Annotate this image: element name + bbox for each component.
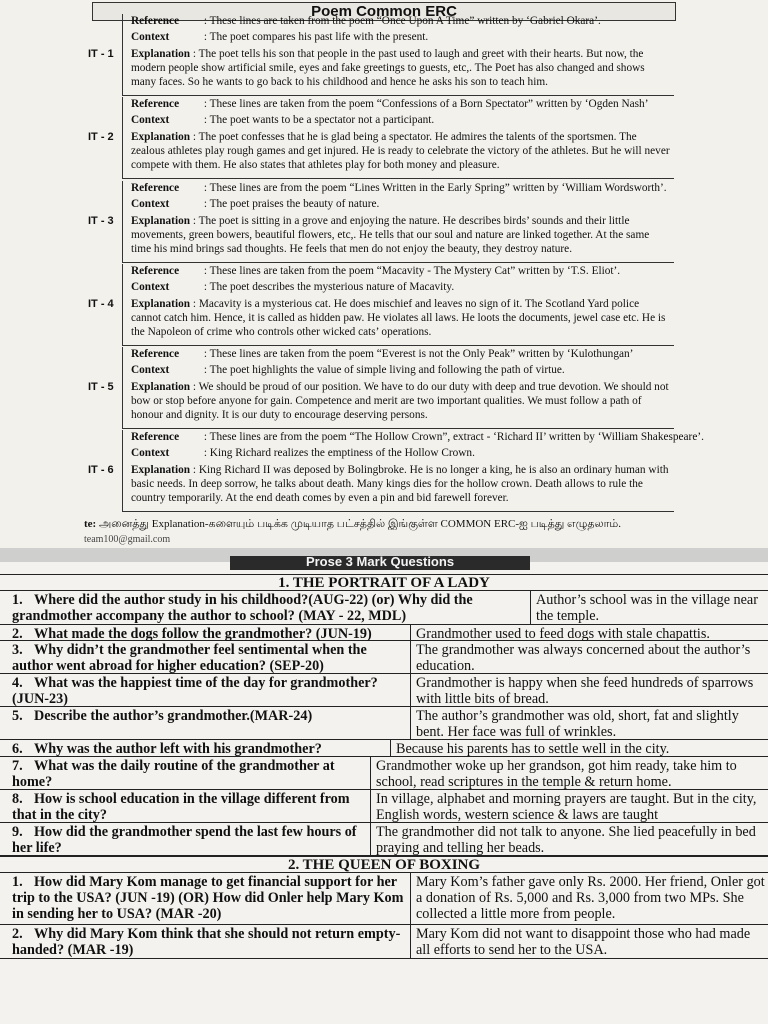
- erc-unit: [0, 430, 704, 513]
- context-text: : The poet wants to be a spectator not a participant.: [203, 114, 435, 126]
- explanation-body: : The poet tells his son that people in the past used to laugh and greet with their hearts. But now, the modern people show artificial smile, eyes and fake greetings to guests, etc,. The Poet has also changed and shows many faces. So he wants to go back to his childhood and hence he asks his son to teach him.: [131, 48, 645, 88]
- question-row: [0, 707, 768, 740]
- column-divider: [390, 740, 391, 756]
- unit-box: [122, 97, 674, 179]
- context-text: : The poet praises the beauty of nature.: [203, 198, 380, 210]
- question-text: [12, 708, 406, 724]
- answer-text: Grandmother is happy when she feed hundreds of sparrows with little bits of bread.: [416, 675, 754, 707]
- erc-unit: [0, 181, 690, 264]
- explanation-body: : Macavity is a mysterious cat. He does mischief and leaves no sign of it. The Scotland Yard police cannot catch him. Hence, it is called as hidden paw. He violates all laws. He loots the documents, jewel case etc. He is the Napoleon of crime who controls other wicked cats’ operations.: [131, 298, 666, 338]
- column-divider: [410, 674, 411, 706]
- question-text: [12, 626, 406, 642]
- column-divider: [410, 873, 411, 924]
- reference-key: Reference: [131, 182, 180, 194]
- question-body: Why didn’t the grandmother feel sentimental when the author went abroad for higher education? (SEP-20): [12, 642, 367, 674]
- reference-row: [131, 15, 601, 28]
- explanation-body: : The poet confesses that he is glad being a spectator. He admires the talents of the sportsmen. The zealous athletes play rough games and get injured. He is ready to celebrate the victory of the athletes. But he will never compete with them. He also states that athletes play for both money and pleasure.: [131, 131, 670, 171]
- column-divider: [370, 790, 371, 822]
- erc-unit: [0, 347, 690, 430]
- section-title: 1. THE PORTRAIT OF A LADY: [0, 574, 768, 591]
- answer-text: The grandmother did not talk to anyone. She lied peacefully in bed praying and telling her beads.: [376, 824, 756, 856]
- context-text: : King Richard realizes the emptiness of the Hollow Crown.: [203, 447, 475, 459]
- reference-row: [131, 431, 704, 444]
- context-key: Context: [131, 31, 170, 43]
- question-text: [12, 926, 406, 958]
- question-number: 1.: [12, 592, 23, 608]
- answer-text: In village, alphabet and morning prayers are taught. But in the city, English words, western science & laws are taught: [376, 791, 757, 823]
- reference-key: Reference: [131, 98, 180, 110]
- question-text: [12, 592, 526, 624]
- answer-text: Mary Kom’s father gave only Rs. 2000. Her friend, Onler got a donation of Rs. 5,000 and Rs. 3,000 from two MPs. She collected a little more from people.: [416, 874, 765, 922]
- question-row: [0, 757, 768, 790]
- unit-box: [122, 14, 674, 96]
- unit-label: IT - 1: [88, 48, 114, 60]
- context-key: Context: [131, 447, 170, 459]
- context-key: Context: [131, 364, 170, 376]
- question-text: [12, 791, 366, 823]
- question-row: [0, 591, 768, 625]
- reference-text: : These lines are taken from the poem “Everest is not the Only Peak” written by ‘Kulothungan’: [203, 348, 634, 360]
- explanation-text: [131, 47, 671, 89]
- explanation-text: [131, 297, 671, 339]
- question-body: What was the daily routine of the grandmother at home?: [12, 758, 335, 790]
- context-text: : The poet describes the mysterious nature of Macavity.: [203, 281, 455, 293]
- reference-text: : These lines are from the poem “Lines Written in the Early Spring” written by ‘William Wordsworth’.: [203, 182, 667, 194]
- question-body: Why was the author left with his grandmother?: [34, 741, 322, 757]
- question-text: [12, 758, 366, 790]
- unit-box: [122, 181, 674, 263]
- column-divider: [410, 707, 411, 739]
- unit-label: IT - 2: [88, 131, 114, 143]
- column-divider: [410, 925, 411, 958]
- unit-box: [122, 347, 674, 429]
- context-key: Context: [131, 114, 170, 126]
- explanation-text: [131, 214, 671, 256]
- question-row: [0, 625, 768, 641]
- erc-unit: [0, 97, 690, 180]
- question-text: [12, 874, 406, 922]
- context-row: [131, 198, 379, 211]
- column-divider: [370, 757, 371, 789]
- question-row: [0, 641, 768, 674]
- column-divider: [410, 625, 411, 640]
- explanation-key: Explanation: [131, 298, 191, 310]
- reference-row: [131, 348, 633, 361]
- context-key: Context: [131, 281, 170, 293]
- answer-text: Author’s school was in the village near the temple.: [536, 592, 758, 624]
- answer-text: Grandmother woke up her grandson, got him ready, take him to school, read scriptures in the temple & return home.: [376, 758, 737, 790]
- question-body: Describe the author’s grandmother.(MAR-24): [34, 708, 313, 724]
- explanation-key: Explanation: [131, 215, 191, 227]
- reference-key: Reference: [131, 348, 180, 360]
- question-number: 5.: [12, 708, 23, 724]
- explanation-body: : King Richard II was deposed by Bolingbroke. He is no longer a king, he is also an ordinary human with basic needs. In deep sorrow, he talks about death. Many kings dies for the hollow crown. Death allows to rule the country temporarily. At the end death comes by even a pin and bid farewell forever.: [131, 464, 669, 504]
- question-number: 7.: [12, 758, 23, 774]
- erc-unit: [0, 264, 690, 347]
- reference-text: : These lines are taken from the poem “Macavity - The Mystery Cat” written by ‘T.S. Eliot’.: [203, 265, 621, 277]
- explanation-key: Explanation: [131, 48, 191, 60]
- question-body: Why did Mary Kom think that she should not return empty-handed? (MAR -19): [12, 926, 401, 958]
- question-body: What made the dogs follow the grandmother? (JUN-19): [34, 626, 372, 642]
- answer-text: Because his parents has to settle well in the city.: [396, 741, 670, 757]
- column-divider: [530, 591, 531, 624]
- erc-unit: [0, 14, 690, 97]
- unit-box: [122, 264, 674, 346]
- unit-label: IT - 6: [88, 464, 114, 476]
- explanation-text: [131, 380, 671, 422]
- context-row: [131, 447, 475, 460]
- question-text: [12, 741, 386, 757]
- question-number: 1.: [12, 874, 23, 890]
- context-text: : The poet compares his past life with the present.: [203, 31, 429, 43]
- explanation-key: Explanation: [131, 131, 191, 143]
- question-number: 2.: [12, 626, 23, 642]
- reference-key: Reference: [131, 265, 180, 277]
- question-number: 4.: [12, 675, 23, 691]
- question-number: 2.: [12, 926, 23, 942]
- question-text: [12, 824, 366, 856]
- explanation-text: [131, 130, 671, 172]
- explanation-body: : The poet is sitting in a grove and enjoying the nature. He describes birds’ sounds and their little movements, green bowers, beautiful flowers, etc,. He tells that our soul and nature are linked together. At the same time his mind brings sad thoughts. He feels that men do not enjoy the beauty, they destroy nature.: [131, 215, 650, 255]
- explanation-key: Explanation: [131, 464, 191, 476]
- question-body: How did the grandmother spend the last few hours of her life?: [12, 824, 357, 856]
- question-number: 6.: [12, 741, 23, 757]
- question-number: 3.: [12, 642, 23, 658]
- question-row: [0, 873, 768, 925]
- question-body: Where did the author study in his childhood?(AUG-22) (or) Why did the grandmother accompany the author to school? (MAY - 22, MDL): [12, 592, 473, 624]
- unit-label: IT - 4: [88, 298, 114, 310]
- prose-page: [0, 554, 768, 1024]
- answer-text: The author’s grandmother was old, short, fat and slightly bent. Her face was full of wrinkles.: [416, 708, 739, 740]
- context-key: Context: [131, 198, 170, 210]
- explanation-body: : We should be proud of our position. We have to do our duty with deep and true devotion. We should not bow or stop before anyone for gain. Competence and merit are two important qualities. We must follow a path of honour and dignity. It is our duty to encourage deserving persons.: [131, 381, 669, 421]
- answer-text: Mary Kom did not want to disappoint those who had made all efforts to send her to the USA.: [416, 926, 751, 958]
- reference-text: : These lines are from the poem “The Hollow Crown”, extract - ‘Richard II’ written by ‘William Shakespeare’.: [203, 431, 704, 443]
- question-number: 8.: [12, 791, 23, 807]
- reference-row: [131, 182, 667, 195]
- question-row: [0, 740, 768, 757]
- question-body: What was the happiest time of the day for grandmother? (JUN-23): [12, 675, 378, 707]
- answer-text: Grandmother used to feed dogs with stale chapattis.: [416, 626, 710, 642]
- column-divider: [410, 641, 411, 673]
- answer-text: The grandmother was always concerned about the author’s education.: [416, 642, 751, 674]
- cut-off-footer: team100@gmail.com: [84, 534, 171, 545]
- note-text: அனைத்து Explanation-களையும் படிக்க முடியாத பட்சத்தில் இங்குள்ள COMMON ERC-ஐ படித்து எழுதலாம்.: [98, 518, 621, 530]
- erc-note: [84, 518, 621, 532]
- context-row: [131, 114, 434, 127]
- unit-label: IT - 5: [88, 381, 114, 393]
- section-title: 2. THE QUEEN OF BOXING: [0, 856, 768, 873]
- context-row: [131, 31, 428, 44]
- column-divider: [370, 823, 371, 855]
- context-row: [131, 364, 565, 377]
- note-prefix: te:: [84, 518, 97, 530]
- question-text: [12, 642, 406, 674]
- reference-row: [131, 265, 620, 278]
- reference-key: Reference: [131, 431, 180, 443]
- reference-key: Reference: [131, 15, 180, 27]
- question-body: How is school education in the village different from that in the city?: [12, 791, 350, 823]
- context-row: [131, 281, 454, 294]
- context-text: : The poet highlights the value of simple living and following the path of virtue.: [203, 364, 565, 376]
- question-body: How did Mary Kom manage to get financial support for her trip to the USA? (JUN -19) (OR) How did Onler help Mary Kom in sending her to USA? (MAR -20): [12, 874, 404, 922]
- question-number: 9.: [12, 824, 23, 840]
- reference-text: : These lines are taken from the poem “Confessions of a Born Spectator” written by ‘Ogden Nash’: [203, 98, 649, 110]
- explanation-key: Explanation: [131, 381, 191, 393]
- explanation-text: [131, 463, 671, 505]
- unit-label: IT - 3: [88, 215, 114, 227]
- question-row: [0, 925, 768, 959]
- unit-box: [122, 430, 704, 512]
- erc-title: Poem Common ERC: [92, 2, 676, 21]
- question-text: [12, 675, 406, 707]
- reference-row: [131, 98, 648, 111]
- question-row: [0, 823, 768, 856]
- prose-header: Prose 3 Mark Questions: [230, 556, 530, 570]
- question-row: [0, 790, 768, 823]
- reference-text: : These lines are taken from the poem “Once Upon A Time” written by ‘Gabriel Okara’.: [203, 15, 601, 27]
- question-row: [0, 674, 768, 707]
